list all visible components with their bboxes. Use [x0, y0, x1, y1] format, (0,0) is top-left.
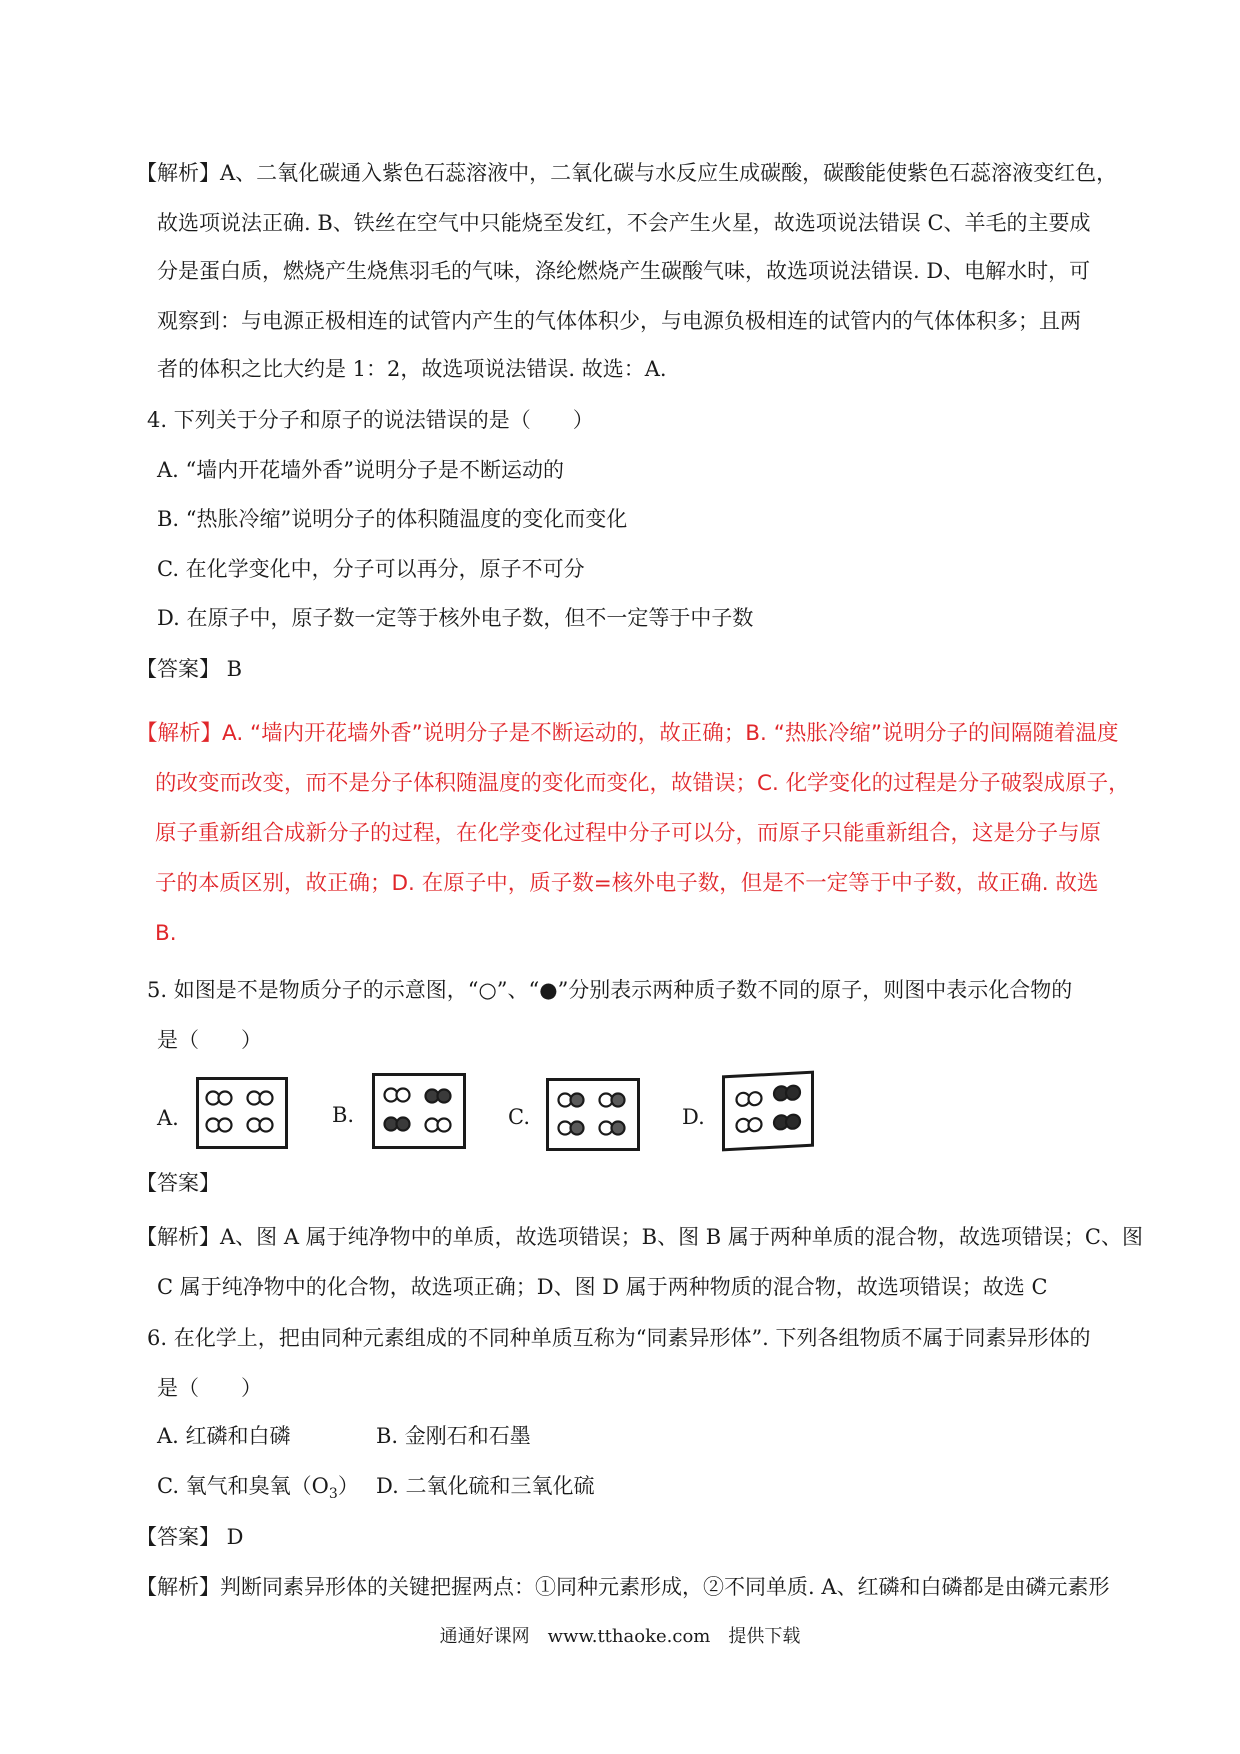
q6-option-b: B. 金刚石和石墨	[376, 1424, 531, 1448]
q4-option-b: B. “热胀冷缩”说明分子的体积随温度的变化而变化	[157, 507, 628, 531]
q4-option-d: D. 在原子中，原子数一定等于核外电子数，但不一定等于中子数	[157, 606, 754, 630]
q3-analysis-line-1: 【解析】A、二氧化碳通入紫色石蕊溶液中，二氧化碳与水反应生成碳酸，碳酸能使紫色石蕊溶液变红色，	[136, 161, 1118, 185]
q5-answer: 【答案】	[136, 1171, 220, 1195]
q6-option-c-close: ）	[337, 1474, 359, 1498]
q5-option-label-c: C.	[508, 1105, 530, 1129]
q5-stem-line-1: 5. 如图是不是物质分子的示意图，“○”、“●”分别表示两种质子数不同的原子，则图中表示化合物的	[147, 978, 1073, 1002]
q5-analysis-line-1: 【解析】A、图 A 属于纯净物中的单质，故选项错误；B、图 B 属于两种单质的混合物，故选项错误；C、图	[136, 1225, 1143, 1249]
molecule-diagram-a	[199, 1080, 285, 1146]
q4-analysis-line-4: 子的本质区别，故正确；D. 在原子中，质子数=核外电子数，但是不一定等于中子数，故正确. 故选	[155, 871, 1099, 896]
q3-analysis-line-2: 故选项说法正确. B、铁丝在空气中只能烧至发红，不会产生火星，故选项说法错误 C、羊毛的主要成	[157, 211, 1091, 235]
q5-option-label-a: A.	[157, 1106, 179, 1130]
q4-stem: 4. 下列关于分子和原子的说法错误的是（ ）	[147, 408, 594, 432]
q3-analysis-line-3: 分是蛋白质，燃烧产生烧焦羽毛的气味，涤纶燃烧产生碳酸气味，故选项说法错误. D、电解水时，可	[157, 259, 1091, 283]
q5-option-label-b: B.	[332, 1103, 355, 1127]
q5-analysis-line-2: C 属于纯净物中的化合物，故选项正确；D、图 D 属于两种物质的混合物，故选项错误；故选 C	[157, 1275, 1048, 1299]
q5-diagram-d	[722, 1071, 814, 1152]
molecule-diagram-d	[725, 1074, 811, 1149]
q6-option-c-text: C. 氧气和臭氧	[157, 1474, 291, 1498]
q5-option-label-d: D.	[682, 1105, 705, 1129]
q6-stem-line-2: 是（ ）	[157, 1376, 262, 1400]
q4-analysis-line-3: 原子重新组合成新分子的过程，在化学变化过程中分子可以分，而原子只能重新组合，这是分子与原	[155, 821, 1102, 846]
q6-option-c	[157, 1471, 359, 1509]
page-footer: 通通好课网 www.tthaoke.com 提供下载	[439, 1626, 801, 1647]
q4-answer: 【答案】 B	[136, 657, 243, 681]
q4-analysis-line-1: 【解析】A. “墙内开花墙外香”说明分子是不断运动的，故正确；B. “热胀冷缩”说明分子的间隔随着温度	[136, 721, 1119, 746]
q6-option-c-subscript: 3	[328, 1486, 338, 1503]
q4-analysis-line-2: 的改变而改变，而不是分子体积随温度的变化而变化，故错误；C. 化学变化的过程是分子破裂成原子，	[155, 771, 1130, 796]
q3-analysis-line-4: 观察到：与电源正极相连的试管内产生的气体体积少，与电源负极相连的试管内的气体体积多；且两	[157, 309, 1081, 333]
q4-analysis-line-5: B.	[155, 921, 177, 946]
q4-option-c: C. 在化学变化中，分子可以再分，原子不可分	[157, 557, 585, 581]
q5-stem-line-2: 是（ ）	[157, 1028, 262, 1052]
molecule-diagram-b	[375, 1076, 463, 1146]
q5-diagram-b	[372, 1073, 466, 1149]
q6-answer: 【答案】 D	[136, 1525, 244, 1549]
q6-stem-line-1: 6. 在化学上，把由同种元素组成的不同种单质互称为“同素异形体”. 下列各组物质不属于同素异形体的	[147, 1326, 1091, 1350]
q6-option-c-formula: （O	[290, 1474, 329, 1498]
q6-option-d: D. 二氧化硫和三氧化硫	[376, 1474, 595, 1498]
q3-analysis-line-5: 者的体积之比大约是 1：2，故选项说法错误. 故选：A.	[157, 357, 667, 381]
q5-diagram-c	[546, 1078, 640, 1151]
q4-option-a: A. “墙内开花墙外香”说明分子是不断运动的	[157, 458, 564, 482]
q5-diagram-a	[196, 1077, 288, 1149]
molecule-diagram-c	[549, 1081, 637, 1148]
q6-option-a: A. 红磷和白磷	[157, 1424, 291, 1448]
q6-analysis-line-1: 【解析】判断同素异形体的关键把握两点：①同种元素形成，②不同单质. A、红磷和白磷都是由磷元素形	[136, 1575, 1110, 1599]
